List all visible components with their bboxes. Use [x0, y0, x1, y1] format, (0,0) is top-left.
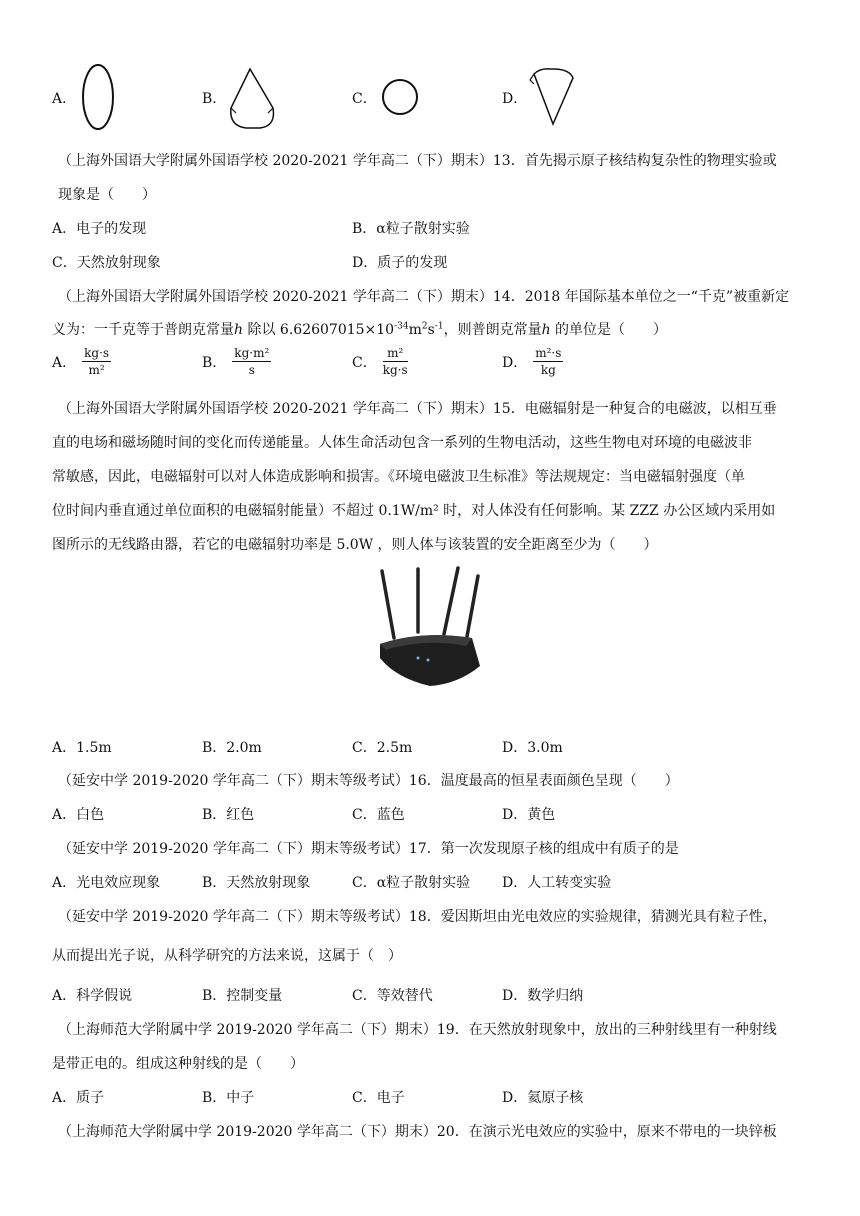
q17-option-a: A．光电效应现象	[52, 875, 161, 891]
q17-option-c: C．α粒子散射实验	[352, 875, 471, 891]
option-d-label: D．	[502, 91, 528, 107]
q18-option-b: B．控制变量	[202, 988, 283, 1004]
q15-stem-line3: 常敏感，因此，电磁辐射可以对人体造成影响和损害。《环境电磁波卫生标准》等法规规定：当电磁辐射强度（单	[52, 469, 745, 485]
q17-stem-line1: （延安中学 2019-2020 学年高二（下）期末等级考试）17．第一次发现原子核的组成中有质子的是	[58, 841, 679, 857]
q18-option-a: A．科学假说	[52, 988, 133, 1004]
q14-option-c: C． $\frac{\text{m²}}{kg\cdot s}$	[352, 346, 408, 377]
option-b-label: B．	[202, 91, 227, 107]
planck-h: h	[234, 322, 244, 338]
q19-option-d: D．氦原子核	[502, 1090, 584, 1106]
circle-figure	[380, 76, 420, 118]
q18-stem-line1: （延安中学 2019-2020 学年高二（下）期末等级考试）18．爱因斯坦由光电效应的实验规律，猜测光具有粒子性，	[58, 909, 777, 925]
q13-stem-line2: 现象是（ ）	[58, 187, 156, 203]
q16-option-b: B．红色	[202, 807, 255, 823]
q18-option-c: C．等效替代	[352, 988, 433, 1004]
ellipse-figure	[80, 62, 116, 132]
q14-option-a: A． $\frac{kg\cdot s}{\text{m²}}$	[52, 346, 110, 377]
q16-option-d: D．黄色	[502, 807, 556, 823]
q14-stem-line1: （上海外国语大学附属外国语学校 2020-2021 学年高二（下）期末）14．2018 年国际基本单位之一“千克”被重新定	[58, 289, 790, 305]
droplet-figure	[226, 66, 278, 132]
wireless-router-image	[374, 566, 484, 690]
q15-stem-line2: 直的电场和磁场随时间的变化而传递能量。人体生命活动包含一系列的生物电活动，这些生物电对环境的电磁波非	[52, 435, 752, 451]
option-a-label: A．	[52, 91, 77, 107]
option-c-label: C．	[352, 91, 377, 107]
q15-option-c: C．2.5m	[352, 740, 413, 756]
q13-option-b: B．α粒子散射实验	[352, 221, 470, 237]
inverted-droplet-figure	[526, 66, 578, 128]
q13-option-c: C．天然放射现象	[52, 255, 161, 271]
q14-stem-line2: 义为：一千克等于普朗克常量h 除以 $6.62607015\times 10^{-34}m^2s^{-1}$，则普朗克常量h 的单位是（ ）	[52, 321, 668, 338]
q18-stem-line2: 从而提出光子说，从科学研究的方法来说，这属于（ ）	[52, 948, 402, 964]
q20-stem-line1: （上海师范大学附属中学 2019-2020 学年高二（下）期末）20．在演示光电效应的实验中，原来不带电的一块锌板	[58, 1124, 777, 1140]
q18-option-d: D．数学归纳	[502, 988, 584, 1004]
q19-option-a: A．质子	[52, 1090, 105, 1106]
q15-option-a: A．1.5m	[52, 740, 112, 756]
q19-stem-line2: 是带正电的。组成这种射线的是（ ）	[52, 1056, 304, 1072]
q15-option-d: D．3.0m	[502, 740, 563, 756]
q13-option-a: A．电子的发现	[52, 221, 147, 237]
q17-option-d: D．人工转变实验	[502, 875, 612, 891]
q13-stem-line1: （上海外国语大学附属外国语学校 2020-2021 学年高二（下）期末）13．首先揭示原子核结构复杂性的物理实验或	[58, 153, 777, 169]
q15-stem-line5: 图所示的无线路由器，若它的电磁辐射功率是 5.0W ，则人体与该装置的安全距离至少为（ ）	[52, 537, 658, 553]
q14-option-d: D． $\frac{\text{m²·s}}{kg}$	[502, 346, 562, 377]
q15-stem-line4: 位时间内垂直通过单位面积的电磁辐射能量）不超过 0.1W/m² 时，对人体没有任何影响。某 ZZZ 办公区域内采用如	[52, 503, 776, 519]
q17-option-b: B．天然放射现象	[202, 875, 311, 891]
q15-stem-line1: （上海外国语大学附属外国语学校 2020-2021 学年高二（下）期末）15．电磁辐射是一种复合的电磁波，以相互垂	[58, 401, 777, 417]
q19-option-b: B．中子	[202, 1090, 255, 1106]
q14-option-b: B． $\frac{\text{kg·m²}}{s}$	[202, 346, 270, 377]
q19-stem-line1: （上海师范大学附属中学 2019-2020 学年高二（下）期末）19．在天然放射现象中，放出的三种射线里有一种射线	[58, 1022, 777, 1038]
q16-stem-line1: （延安中学 2019-2020 学年高二（下）期末等级考试）16．温度最高的恒星表面颜色呈现（ ）	[58, 773, 679, 789]
q19-option-c: C．电子	[352, 1090, 405, 1106]
q16-option-c: C．蓝色	[352, 807, 405, 823]
q13-option-d: D．质子的发现	[352, 255, 448, 271]
q15-option-b: B．2.0m	[202, 740, 262, 756]
q16-option-a: A．白色	[52, 807, 105, 823]
